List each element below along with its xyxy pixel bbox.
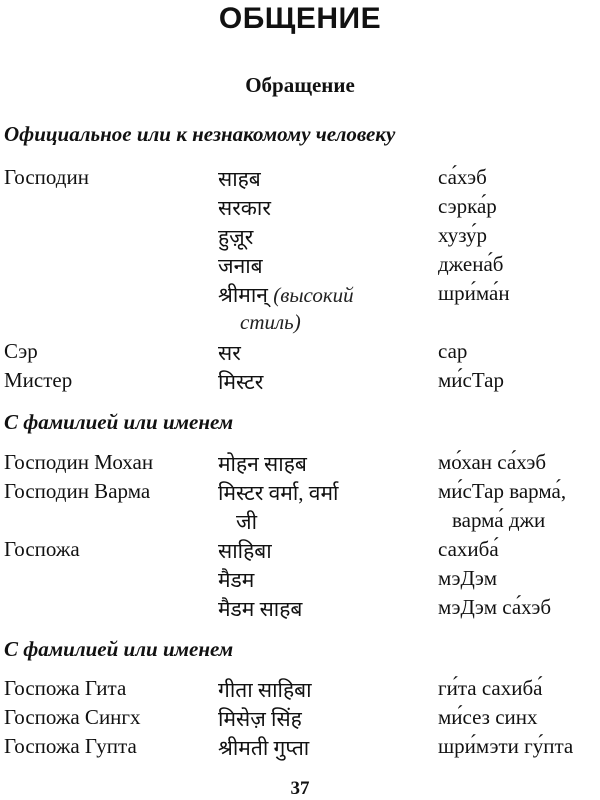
hindi-term: जी <box>236 510 258 534</box>
hindi-term: गीता साहिबा <box>218 678 312 702</box>
table-row <box>0 595 600 624</box>
section-heading: С фамилией или именем <box>4 637 234 661</box>
hindi-term: हुज़ूर <box>218 225 254 249</box>
transliteration: хузу́р <box>438 223 488 247</box>
russian-term: Госпожа Гупта <box>4 734 137 758</box>
table-row <box>0 223 600 252</box>
russian-term: Господин Мохан <box>4 450 154 474</box>
table-row <box>0 252 600 281</box>
transliteration: ми́сТар варма́, <box>438 479 567 503</box>
transliteration: ги́та сахиба́ <box>438 676 543 700</box>
table-row <box>0 479 600 508</box>
table-row <box>0 537 600 566</box>
table-row <box>0 734 600 763</box>
hindi-term: श्रीमान् <box>218 283 268 307</box>
transliteration: мэДэм са́хэб <box>438 595 552 619</box>
table-row <box>0 450 600 479</box>
section-heading: Официальное или к незнакомому человеку <box>4 122 396 146</box>
transliteration: мо́хан са́хэб <box>438 450 547 474</box>
table-row <box>0 566 600 595</box>
transliteration: сахиба́ <box>438 537 499 561</box>
hindi-term: श्रीमती गुप्ता <box>218 736 310 760</box>
transliteration: сар <box>438 339 468 363</box>
hindi-term-with-note <box>218 281 354 309</box>
hindi-term: साहब <box>218 167 261 191</box>
table-row <box>0 676 600 705</box>
hindi-term: मैडम साहब <box>218 597 303 621</box>
transliteration: са́хэб <box>438 165 487 189</box>
table-row <box>0 368 600 397</box>
transliteration: ми́сез синх <box>438 705 538 729</box>
hindi-term: मिस्टर वर्मा, वर्मा <box>218 481 339 505</box>
table-row <box>0 281 600 310</box>
transliteration: шри́ма́н <box>438 281 510 305</box>
hindi-term: मोहन साहब <box>218 452 307 476</box>
table-row <box>0 339 600 368</box>
table-row <box>0 310 600 339</box>
hindi-term: जनाब <box>218 254 263 278</box>
russian-term: Госпожа Сингх <box>4 705 141 729</box>
hindi-term: मैडम <box>218 568 255 592</box>
page-number: 37 <box>290 778 310 799</box>
table-row <box>0 165 600 194</box>
transliteration: мэДэм <box>438 566 498 590</box>
section-subtitle: Обращение <box>245 73 355 97</box>
table-row <box>0 194 600 223</box>
russian-term: Госпожа Гита <box>4 676 127 700</box>
transliteration: сэрка́р <box>438 194 497 218</box>
hindi-term: सर <box>218 341 241 365</box>
russian-term: Господин Варма <box>4 479 151 503</box>
russian-term: Госпожа <box>4 537 80 561</box>
table-row <box>0 705 600 734</box>
russian-term: Сэр <box>4 339 38 363</box>
transliteration: шри́мэти гу́пта <box>438 734 574 758</box>
usage-note: (высокий <box>273 283 354 307</box>
table-row <box>0 508 600 537</box>
transliteration: джена́б <box>438 252 504 276</box>
usage-note: стиль) <box>240 310 301 334</box>
section-heading: С фамилией или именем <box>4 410 234 434</box>
hindi-term: मिस्टर <box>218 370 264 394</box>
russian-term: Мистер <box>4 368 73 392</box>
transliteration: ми́сТар <box>438 368 504 392</box>
hindi-term: सरकार <box>218 196 271 220</box>
hindi-term: साहिबा <box>218 539 272 563</box>
page-title: ОБЩЕНИЕ <box>218 2 382 35</box>
russian-term: Господин <box>4 165 89 189</box>
hindi-term: मिसेज़ सिंह <box>218 707 302 731</box>
transliteration: варма́ джи <box>452 508 546 532</box>
